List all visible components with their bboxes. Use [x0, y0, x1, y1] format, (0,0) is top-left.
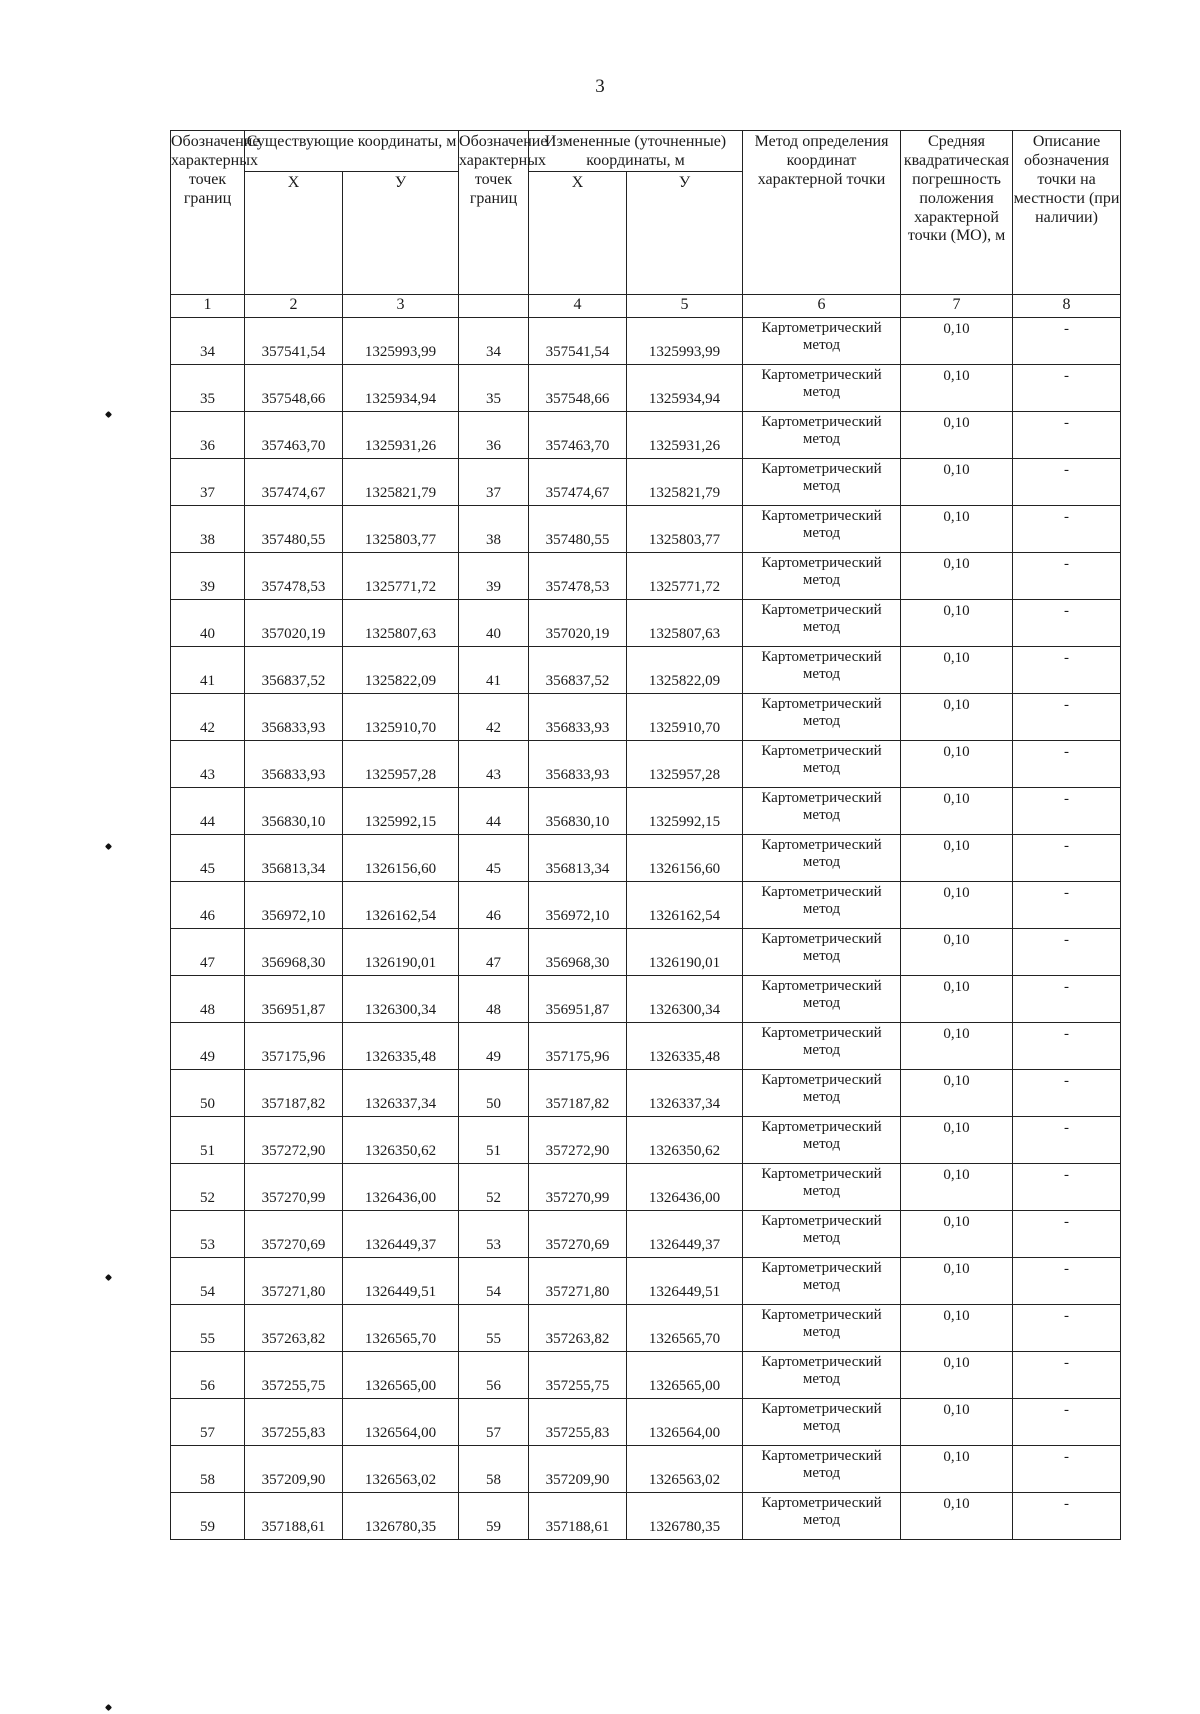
cell-description: -	[1013, 1022, 1121, 1069]
cell-method: Картометрический метод	[743, 834, 901, 881]
table-row	[171, 1163, 1121, 1210]
cell-description: -	[1013, 646, 1121, 693]
header-description: Описание обозначения точки на местности (при наличии)	[1013, 131, 1121, 295]
cell-point-2: 57	[459, 1398, 529, 1445]
cell-point: 40	[171, 599, 245, 646]
cell-point-2: 36	[459, 411, 529, 458]
cell-point-2: 34	[459, 317, 529, 364]
cell-mean-error: 0,10	[901, 1351, 1013, 1398]
cell-point-2: 47	[459, 928, 529, 975]
header-mean-error: Средняя квадратическая погрешность положения характерной точки (МО), м	[901, 131, 1013, 295]
cell-method: Картометрический метод	[743, 411, 901, 458]
cell-point-2: 39	[459, 552, 529, 599]
cell-description: -	[1013, 458, 1121, 505]
cell-x: 357020,19	[245, 599, 343, 646]
cell-description: -	[1013, 364, 1121, 411]
cell-point: 53	[171, 1210, 245, 1257]
cell-method: Картометрический метод	[743, 1022, 901, 1069]
cell-x: 357474,67	[245, 458, 343, 505]
cell-method: Картометрический метод	[743, 1445, 901, 1492]
cell-x: 357548,66	[245, 364, 343, 411]
cell-x-2: 357270,69	[529, 1210, 627, 1257]
cell-x: 357271,80	[245, 1257, 343, 1304]
cell-x: 357263,82	[245, 1304, 343, 1351]
table-row	[171, 1069, 1121, 1116]
table-row	[171, 693, 1121, 740]
cell-y: 1326449,37	[343, 1210, 459, 1257]
cell-point-2: 52	[459, 1163, 529, 1210]
cell-point: 47	[171, 928, 245, 975]
cell-point: 51	[171, 1116, 245, 1163]
cell-point-2: 48	[459, 975, 529, 1022]
column-number: 4	[529, 294, 627, 317]
cell-y: 1325993,99	[343, 317, 459, 364]
cell-x-2: 356951,87	[529, 975, 627, 1022]
cell-description: -	[1013, 599, 1121, 646]
cell-y-2: 1326337,34	[627, 1069, 743, 1116]
cell-x: 356972,10	[245, 881, 343, 928]
cell-y: 1326780,35	[343, 1492, 459, 1539]
cell-y: 1325822,09	[343, 646, 459, 693]
cell-x: 357480,55	[245, 505, 343, 552]
cell-x-2: 356837,52	[529, 646, 627, 693]
cell-y-2: 1325931,26	[627, 411, 743, 458]
table-row	[171, 505, 1121, 552]
table-row	[171, 411, 1121, 458]
cell-y-2: 1325934,94	[627, 364, 743, 411]
cell-method: Картометрический метод	[743, 364, 901, 411]
header-x: X	[245, 171, 343, 294]
header-y: У	[343, 171, 459, 294]
table-row	[171, 599, 1121, 646]
cell-y: 1325934,94	[343, 364, 459, 411]
binding-hole-mark	[105, 843, 112, 850]
cell-y-2: 1326449,37	[627, 1210, 743, 1257]
cell-point-2: 37	[459, 458, 529, 505]
table-row	[171, 1304, 1121, 1351]
cell-method: Картометрический метод	[743, 1351, 901, 1398]
cell-x-2: 356833,93	[529, 740, 627, 787]
cell-point: 46	[171, 881, 245, 928]
cell-y-2: 1326780,35	[627, 1492, 743, 1539]
cell-y: 1326565,00	[343, 1351, 459, 1398]
cell-method: Картометрический метод	[743, 693, 901, 740]
cell-y: 1326156,60	[343, 834, 459, 881]
table-body	[171, 317, 1121, 1539]
cell-point: 36	[171, 411, 245, 458]
cell-point-2: 44	[459, 787, 529, 834]
cell-x-2: 357188,61	[529, 1492, 627, 1539]
cell-x-2: 356968,30	[529, 928, 627, 975]
cell-point-2: 46	[459, 881, 529, 928]
cell-description: -	[1013, 1116, 1121, 1163]
cell-x-2: 357480,55	[529, 505, 627, 552]
cell-x-2: 357474,67	[529, 458, 627, 505]
cell-method: Картометрический метод	[743, 1257, 901, 1304]
cell-mean-error: 0,10	[901, 1445, 1013, 1492]
cell-description: -	[1013, 1351, 1121, 1398]
cell-mean-error: 0,10	[901, 928, 1013, 975]
cell-y-2: 1325771,72	[627, 552, 743, 599]
cell-mean-error: 0,10	[901, 1398, 1013, 1445]
cell-x: 357270,69	[245, 1210, 343, 1257]
cell-y-2: 1326565,00	[627, 1351, 743, 1398]
cell-method: Картометрический метод	[743, 505, 901, 552]
cell-y: 1325957,28	[343, 740, 459, 787]
cell-mean-error: 0,10	[901, 881, 1013, 928]
cell-y: 1325931,26	[343, 411, 459, 458]
cell-method: Картометрический метод	[743, 552, 901, 599]
cell-mean-error: 0,10	[901, 599, 1013, 646]
cell-point-2: 51	[459, 1116, 529, 1163]
cell-method: Картометрический метод	[743, 1304, 901, 1351]
table-row	[171, 834, 1121, 881]
table-row	[171, 1116, 1121, 1163]
cell-x: 357478,53	[245, 552, 343, 599]
cell-mean-error: 0,10	[901, 458, 1013, 505]
cell-x: 356833,93	[245, 693, 343, 740]
cell-point: 35	[171, 364, 245, 411]
cell-point-2: 42	[459, 693, 529, 740]
cell-method: Картометрический метод	[743, 1069, 901, 1116]
cell-y-2: 1326564,00	[627, 1398, 743, 1445]
cell-point-2: 41	[459, 646, 529, 693]
table-row	[171, 928, 1121, 975]
cell-mean-error: 0,10	[901, 1022, 1013, 1069]
cell-point: 34	[171, 317, 245, 364]
cell-y-2: 1325993,99	[627, 317, 743, 364]
cell-y-2: 1325910,70	[627, 693, 743, 740]
cell-y: 1326162,54	[343, 881, 459, 928]
cell-x-2: 357255,83	[529, 1398, 627, 1445]
cell-x: 357463,70	[245, 411, 343, 458]
cell-point: 49	[171, 1022, 245, 1069]
cell-description: -	[1013, 1445, 1121, 1492]
cell-y-2: 1326190,01	[627, 928, 743, 975]
column-number: 3	[343, 294, 459, 317]
cell-x: 356968,30	[245, 928, 343, 975]
cell-x-2: 357175,96	[529, 1022, 627, 1069]
header-point-designation: Обозначение характерных точек границ	[171, 131, 245, 295]
cell-x: 356830,10	[245, 787, 343, 834]
header-point-designation-2: Обозначение характерных точек границ	[459, 131, 529, 295]
cell-description: -	[1013, 740, 1121, 787]
cell-point: 44	[171, 787, 245, 834]
table-row	[171, 1022, 1121, 1069]
cell-y: 1325771,72	[343, 552, 459, 599]
cell-mean-error: 0,10	[901, 1116, 1013, 1163]
column-number	[459, 294, 529, 317]
cell-x-2: 357463,70	[529, 411, 627, 458]
table-row	[171, 1257, 1121, 1304]
cell-y-2: 1325822,09	[627, 646, 743, 693]
cell-point: 42	[171, 693, 245, 740]
cell-mean-error: 0,10	[901, 740, 1013, 787]
column-number: 5	[627, 294, 743, 317]
table-row	[171, 787, 1121, 834]
cell-mean-error: 0,10	[901, 1304, 1013, 1351]
cell-point: 39	[171, 552, 245, 599]
cell-x-2: 357255,75	[529, 1351, 627, 1398]
table-row	[171, 458, 1121, 505]
cell-y: 1326565,70	[343, 1304, 459, 1351]
cell-y: 1325910,70	[343, 693, 459, 740]
cell-y-2: 1326449,51	[627, 1257, 743, 1304]
cell-description: -	[1013, 1398, 1121, 1445]
cell-x: 356837,52	[245, 646, 343, 693]
cell-mean-error: 0,10	[901, 1492, 1013, 1539]
cell-x-2: 357020,19	[529, 599, 627, 646]
binding-hole-mark	[105, 411, 112, 418]
table-row	[171, 1398, 1121, 1445]
cell-x: 357209,90	[245, 1445, 343, 1492]
column-number: 6	[743, 294, 901, 317]
cell-y-2: 1325957,28	[627, 740, 743, 787]
cell-description: -	[1013, 317, 1121, 364]
cell-description: -	[1013, 787, 1121, 834]
cell-mean-error: 0,10	[901, 787, 1013, 834]
cell-point: 37	[171, 458, 245, 505]
column-number: 7	[901, 294, 1013, 317]
cell-description: -	[1013, 834, 1121, 881]
binding-hole-mark	[105, 1704, 112, 1711]
cell-description: -	[1013, 928, 1121, 975]
cell-y: 1326563,02	[343, 1445, 459, 1492]
table-row	[171, 975, 1121, 1022]
cell-description: -	[1013, 505, 1121, 552]
cell-point-2: 56	[459, 1351, 529, 1398]
cell-method: Картометрический метод	[743, 1210, 901, 1257]
cell-mean-error: 0,10	[901, 834, 1013, 881]
cell-x-2: 357272,90	[529, 1116, 627, 1163]
table-row	[171, 740, 1121, 787]
cell-point: 58	[171, 1445, 245, 1492]
cell-description: -	[1013, 693, 1121, 740]
cell-description: -	[1013, 1163, 1121, 1210]
cell-y: 1326335,48	[343, 1022, 459, 1069]
cell-y: 1325803,77	[343, 505, 459, 552]
cell-x-2: 357548,66	[529, 364, 627, 411]
cell-x-2: 356833,93	[529, 693, 627, 740]
cell-y-2: 1326563,02	[627, 1445, 743, 1492]
cell-x-2: 357187,82	[529, 1069, 627, 1116]
cell-point: 41	[171, 646, 245, 693]
cell-point: 59	[171, 1492, 245, 1539]
header-existing-coordinates: Существующие координаты, м	[245, 131, 459, 172]
cell-mean-error: 0,10	[901, 1210, 1013, 1257]
cell-point-2: 49	[459, 1022, 529, 1069]
coordinates-table	[170, 130, 1121, 1540]
cell-x: 357187,82	[245, 1069, 343, 1116]
cell-x: 356813,34	[245, 834, 343, 881]
cell-point-2: 38	[459, 505, 529, 552]
cell-point-2: 50	[459, 1069, 529, 1116]
cell-mean-error: 0,10	[901, 975, 1013, 1022]
cell-x-2: 356813,34	[529, 834, 627, 881]
cell-mean-error: 0,10	[901, 411, 1013, 458]
cell-y-2: 1325992,15	[627, 787, 743, 834]
cell-x-2: 357271,80	[529, 1257, 627, 1304]
cell-mean-error: 0,10	[901, 646, 1013, 693]
table-row	[171, 1210, 1121, 1257]
header-y-2: У	[627, 171, 743, 294]
cell-method: Картометрический метод	[743, 740, 901, 787]
cell-point: 48	[171, 975, 245, 1022]
table-row	[171, 1351, 1121, 1398]
cell-point: 57	[171, 1398, 245, 1445]
cell-description: -	[1013, 975, 1121, 1022]
cell-x: 357255,75	[245, 1351, 343, 1398]
table-row	[171, 646, 1121, 693]
cell-mean-error: 0,10	[901, 1163, 1013, 1210]
cell-mean-error: 0,10	[901, 364, 1013, 411]
cell-point-2: 53	[459, 1210, 529, 1257]
cell-method: Картометрический метод	[743, 1116, 901, 1163]
cell-method: Картометрический метод	[743, 881, 901, 928]
cell-point: 55	[171, 1304, 245, 1351]
cell-mean-error: 0,10	[901, 505, 1013, 552]
cell-y-2: 1326565,70	[627, 1304, 743, 1351]
cell-y-2: 1326335,48	[627, 1022, 743, 1069]
cell-x-2: 357270,99	[529, 1163, 627, 1210]
cell-x: 357188,61	[245, 1492, 343, 1539]
table-row	[171, 1445, 1121, 1492]
cell-y: 1326350,62	[343, 1116, 459, 1163]
cell-y: 1325807,63	[343, 599, 459, 646]
column-number: 1	[171, 294, 245, 317]
cell-x: 357255,83	[245, 1398, 343, 1445]
cell-point-2: 40	[459, 599, 529, 646]
table-row	[171, 1492, 1121, 1539]
cell-point: 56	[171, 1351, 245, 1398]
cell-method: Картометрический метод	[743, 1163, 901, 1210]
column-number-row	[171, 294, 1121, 317]
cell-y-2: 1326156,60	[627, 834, 743, 881]
cell-description: -	[1013, 1210, 1121, 1257]
header-x-2: X	[529, 171, 627, 294]
cell-point: 45	[171, 834, 245, 881]
cell-x: 356833,93	[245, 740, 343, 787]
cell-description: -	[1013, 881, 1121, 928]
cell-method: Картометрический метод	[743, 1398, 901, 1445]
cell-y-2: 1325807,63	[627, 599, 743, 646]
cell-description: -	[1013, 1257, 1121, 1304]
cell-x-2: 357478,53	[529, 552, 627, 599]
cell-method: Картометрический метод	[743, 646, 901, 693]
cell-point-2: 35	[459, 364, 529, 411]
cell-description: -	[1013, 552, 1121, 599]
cell-method: Картометрический метод	[743, 787, 901, 834]
cell-mean-error: 0,10	[901, 552, 1013, 599]
column-number: 8	[1013, 294, 1121, 317]
table-row	[171, 364, 1121, 411]
table-row	[171, 881, 1121, 928]
cell-y: 1326436,00	[343, 1163, 459, 1210]
cell-mean-error: 0,10	[901, 1257, 1013, 1304]
cell-x: 357270,99	[245, 1163, 343, 1210]
cell-y: 1326190,01	[343, 928, 459, 975]
cell-mean-error: 0,10	[901, 317, 1013, 364]
cell-point-2: 55	[459, 1304, 529, 1351]
cell-method: Картометрический метод	[743, 928, 901, 975]
cell-method: Картометрический метод	[743, 1492, 901, 1539]
cell-y: 1326300,34	[343, 975, 459, 1022]
cell-method: Картометрический метод	[743, 599, 901, 646]
binding-hole-mark	[105, 1274, 112, 1281]
cell-point: 38	[171, 505, 245, 552]
cell-description: -	[1013, 411, 1121, 458]
cell-y-2: 1325821,79	[627, 458, 743, 505]
table-row	[171, 552, 1121, 599]
cell-method: Картометрический метод	[743, 458, 901, 505]
cell-y-2: 1326300,34	[627, 975, 743, 1022]
cell-description: -	[1013, 1069, 1121, 1116]
cell-x: 357541,54	[245, 317, 343, 364]
cell-y: 1326564,00	[343, 1398, 459, 1445]
cell-y-2: 1326162,54	[627, 881, 743, 928]
header-changed-coordinates: Измененные (уточненные) координаты, м	[529, 131, 743, 172]
cell-x: 356951,87	[245, 975, 343, 1022]
cell-x: 357175,96	[245, 1022, 343, 1069]
cell-y: 1325821,79	[343, 458, 459, 505]
cell-x-2: 357263,82	[529, 1304, 627, 1351]
cell-description: -	[1013, 1492, 1121, 1539]
table-row	[171, 317, 1121, 364]
cell-point-2: 58	[459, 1445, 529, 1492]
cell-point: 50	[171, 1069, 245, 1116]
cell-x-2: 356972,10	[529, 881, 627, 928]
cell-description: -	[1013, 1304, 1121, 1351]
cell-y-2: 1325803,77	[627, 505, 743, 552]
cell-y-2: 1326436,00	[627, 1163, 743, 1210]
cell-method: Картометрический метод	[743, 975, 901, 1022]
cell-x-2: 356830,10	[529, 787, 627, 834]
cell-x: 357272,90	[245, 1116, 343, 1163]
cell-mean-error: 0,10	[901, 1069, 1013, 1116]
cell-point-2: 54	[459, 1257, 529, 1304]
cell-point: 54	[171, 1257, 245, 1304]
page-number: 3	[595, 76, 605, 97]
cell-y: 1326449,51	[343, 1257, 459, 1304]
cell-point: 52	[171, 1163, 245, 1210]
cell-y: 1325992,15	[343, 787, 459, 834]
cell-mean-error: 0,10	[901, 693, 1013, 740]
cell-point-2: 45	[459, 834, 529, 881]
cell-point-2: 59	[459, 1492, 529, 1539]
cell-method: Картометрический метод	[743, 317, 901, 364]
cell-x-2: 357541,54	[529, 317, 627, 364]
header-method: Метод определения координат характерной точки	[743, 131, 901, 295]
cell-y-2: 1326350,62	[627, 1116, 743, 1163]
cell-x-2: 357209,90	[529, 1445, 627, 1492]
cell-point: 43	[171, 740, 245, 787]
column-number-row	[171, 294, 1121, 317]
column-number: 2	[245, 294, 343, 317]
cell-y: 1326337,34	[343, 1069, 459, 1116]
cell-point-2: 43	[459, 740, 529, 787]
